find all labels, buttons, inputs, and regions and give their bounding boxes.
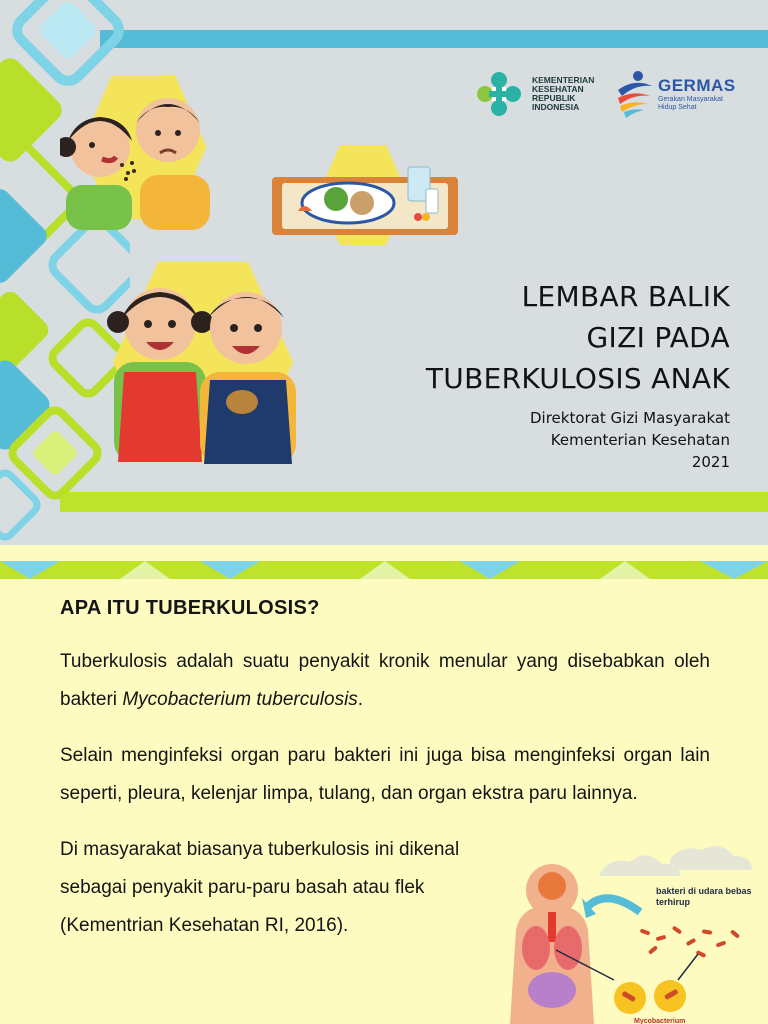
top-stripe — [100, 30, 768, 48]
germas-emblem-icon — [614, 68, 654, 120]
logo-text-line: INDONESIA — [532, 102, 580, 112]
coughing-children-illustration — [60, 75, 220, 235]
germas-logo — [614, 68, 736, 120]
definition-end: . — [357, 689, 364, 710]
germas-subtitle — [658, 96, 736, 112]
title-line-2: GIZI PADA — [586, 321, 730, 354]
paragraph-community: Di masyarakat biasanya tuberkulosis ini dikenal sebagai penyakit paru-paru basah atau flek (Kementrian Kesehatan RI, 2016). — [60, 839, 460, 936]
logo-text-line: KESEHATAN — [532, 84, 584, 94]
bacteria-name: Mycobacterium tuberculosis — [122, 689, 358, 710]
title-line-3: TUBERKULOSIS ANAK — [425, 362, 730, 395]
happy-children-illustration — [88, 262, 303, 467]
paragraph-definition — [60, 643, 710, 719]
section-divider — [0, 545, 768, 581]
germas-subtitle-line: Gerakan Masyarakat — [658, 96, 723, 103]
bacteria-air-label-1: bakteri di udara bebas — [656, 886, 752, 896]
subtitle-line-1: Direktorat Gizi Masyarakat — [529, 409, 730, 427]
tb-transmission-illustration — [490, 840, 768, 1024]
germas-title: GERMAS — [658, 76, 736, 95]
subtitle-line-2: Kementerian Kesehatan — [550, 431, 730, 449]
definition-text: Tuberkulosis adalah suatu penyakit kronik menular yang disebabkan oleh bakteri — [60, 651, 710, 710]
bacteria-air-label-2: terhirup — [656, 897, 691, 907]
mycobacterium-label: Mycobacterium — [634, 1018, 686, 1024]
logo-text-line: REPUBLIK — [532, 93, 576, 103]
meal-tray-illustration — [268, 145, 463, 245]
paragraph-infection: Selain menginfeksi organ paru bakteri ini juga bisa menginfeksi organ lain seperti, pleura, kelenjar limpa, tulang, dan organ ekstra paru lainnya. — [60, 745, 710, 804]
kemenkes-logo-icon — [476, 71, 522, 117]
bottom-stripe — [60, 492, 768, 512]
cover-title-block — [426, 276, 730, 473]
subtitle-line-3: 2021 — [691, 453, 730, 471]
cover-subtitle — [426, 407, 730, 473]
germas-subtitle-line: Hidup Sehat — [658, 104, 697, 111]
title-line-1: LEMBAR BALIK — [521, 280, 730, 313]
logo-text-line: KEMENTERIAN — [532, 75, 595, 85]
logo-row — [476, 68, 736, 120]
section-heading: APA ITU TUBERKULOSIS? — [60, 597, 320, 619]
kemenkes-logo-text — [532, 76, 598, 112]
